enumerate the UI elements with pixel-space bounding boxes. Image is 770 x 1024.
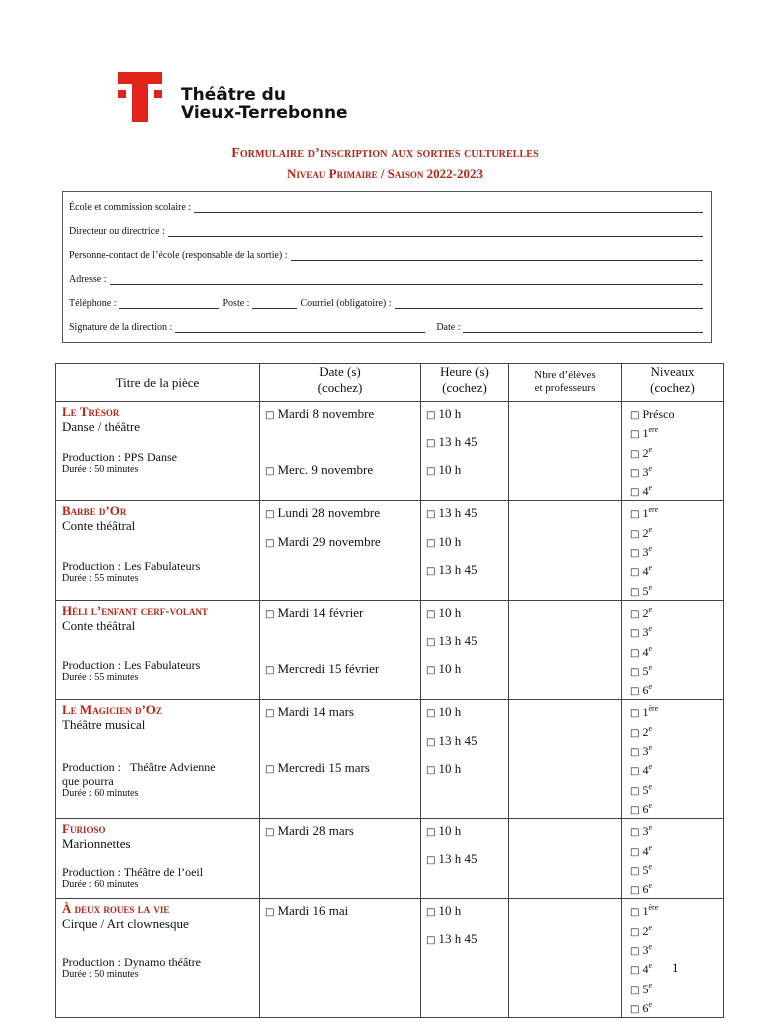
checkbox-icon[interactable]: □ xyxy=(630,429,640,441)
show-genre: Danse / théâtre xyxy=(62,419,140,434)
checkbox-icon[interactable]: □ xyxy=(630,487,640,499)
niveau-option[interactable]: □ 3e xyxy=(630,823,653,839)
niveau-option[interactable]: □ 2e xyxy=(630,604,653,620)
heure-option[interactable]: □ 10 h xyxy=(426,903,462,919)
date-option[interactable]: □ Mercredi 15 mars xyxy=(265,760,370,776)
header-heure: Heure (s) (cochez) xyxy=(421,364,509,402)
header-date: Date (s) (cochez) xyxy=(260,364,421,402)
checkbox-icon[interactable]: □ xyxy=(630,628,640,640)
checkbox-icon[interactable]: □ xyxy=(630,666,640,678)
table-row xyxy=(56,402,724,501)
checkbox-icon[interactable]: □ xyxy=(265,410,275,421)
show-genre: Théâtre musical xyxy=(62,717,146,733)
date-option[interactable]: □ Mardi 16 mai xyxy=(265,903,349,919)
heure-option[interactable]: □ 13 h 45 xyxy=(426,562,478,578)
checkbox-icon[interactable]: □ xyxy=(265,664,275,676)
checkbox-icon[interactable]: □ xyxy=(426,855,436,867)
checkbox-icon[interactable]: □ xyxy=(265,708,275,720)
niveau-option[interactable]: □ 2e xyxy=(630,922,653,938)
school-info-box xyxy=(62,191,712,343)
nbre-cell[interactable] xyxy=(509,899,622,1018)
niveau-option[interactable]: □ 6e xyxy=(630,800,653,816)
heure-option[interactable]: □ 10 h xyxy=(426,462,462,477)
field-adresse[interactable]: Adresse : xyxy=(69,274,703,285)
checkbox-icon[interactable]: □ xyxy=(426,935,436,947)
dates-cell xyxy=(260,402,421,501)
checkbox-icon[interactable]: □ xyxy=(426,566,436,578)
checkbox-icon[interactable]: □ xyxy=(630,608,640,620)
checkbox-icon[interactable]: □ xyxy=(265,466,275,477)
niveau-option[interactable]: □ 5e xyxy=(630,582,653,598)
heure-option[interactable]: □ 13 h 45 xyxy=(426,632,478,648)
niveau-option[interactable]: □ 4e xyxy=(630,643,653,659)
date-option[interactable]: □ Mardi 14 février xyxy=(265,604,364,620)
show-production: Production : PPS Danse xyxy=(62,450,178,464)
checkbox-icon[interactable]: □ xyxy=(630,926,640,938)
checkbox-icon[interactable]: □ xyxy=(265,538,275,550)
checkbox-icon[interactable]: □ xyxy=(630,907,640,919)
field-telephone[interactable]: Téléphone : Poste : Courriel (obligatoire) : xyxy=(69,298,703,309)
checkbox-icon[interactable]: □ xyxy=(426,907,436,919)
show-genre: Marionnettes xyxy=(62,836,131,852)
show-genre: Cirque / Art clownesque xyxy=(62,916,189,932)
date-option[interactable]: □ Mardi 8 novembre xyxy=(265,406,375,421)
heure-option[interactable]: □ 10 h xyxy=(426,823,462,839)
checkbox-icon[interactable]: □ xyxy=(426,438,436,449)
niveau-option[interactable]: □ 1ere xyxy=(630,425,659,441)
niveau-option[interactable]: □ 5e xyxy=(630,781,653,797)
niveaux-cell xyxy=(622,700,724,819)
date-option[interactable]: □ Mercredi 15 février xyxy=(265,660,380,676)
header-nbre: Nbre d’élèves et professeurs xyxy=(509,364,622,402)
nbre-cell[interactable] xyxy=(509,600,622,699)
checkbox-icon[interactable]: □ xyxy=(630,1003,640,1015)
show-title: Furioso xyxy=(62,821,106,837)
show-duration: Durée : 55 minutes xyxy=(62,573,139,585)
checkbox-icon[interactable]: □ xyxy=(630,567,640,579)
checkbox-icon[interactable]: □ xyxy=(265,509,275,521)
heures-cell xyxy=(421,501,509,600)
heure-option[interactable]: □ 10 h xyxy=(426,660,462,676)
show-duration: Durée : 60 minutes xyxy=(62,788,139,800)
heure-option[interactable]: □ 13 h 45 xyxy=(426,733,478,749)
checkbox-icon[interactable]: □ xyxy=(630,984,640,996)
show-production: Production : Les Fabulateurs xyxy=(62,657,201,672)
show-genre: Conte théâtral xyxy=(62,518,136,534)
niveau-option[interactable]: □ 1ere xyxy=(630,505,659,521)
heures-cell xyxy=(421,899,509,1018)
niveau-option[interactable]: □ 2e xyxy=(630,524,653,540)
niveau-option[interactable]: □ 5e xyxy=(630,861,653,877)
table-row xyxy=(56,819,724,899)
show-production: Production : Théâtre de l’oeil xyxy=(62,865,204,880)
checkbox-icon[interactable]: □ xyxy=(426,664,436,676)
niveau-option[interactable]: □ 4e xyxy=(630,563,653,579)
heure-option[interactable]: □ 10 h xyxy=(426,406,462,421)
checkbox-icon[interactable]: □ xyxy=(426,466,436,477)
date-option[interactable]: □ Mardi 28 mars xyxy=(265,823,354,839)
nbre-cell[interactable] xyxy=(509,700,622,819)
niveau-option[interactable]: □ 3e xyxy=(630,942,653,958)
checkbox-icon[interactable]: □ xyxy=(630,548,640,560)
show-cell: Le Magicien d’Oz Théâtre musical Production : Théâtre Advienne que pourra Durée : 60 minutes xyxy=(56,700,260,819)
date-option[interactable]: □ Mardi 29 novembre xyxy=(265,534,381,550)
header-titre: Titre de la pièce xyxy=(56,364,260,402)
logo-wordmark: Théâtre du Vieux-Terrebonne xyxy=(181,85,348,123)
show-cell xyxy=(56,819,260,899)
checkbox-icon[interactable]: □ xyxy=(426,827,436,839)
niveaux-cell xyxy=(622,501,724,600)
heures-cell xyxy=(421,402,509,501)
checkbox-icon[interactable]: □ xyxy=(630,448,640,460)
field-ecole[interactable]: École et commission scolaire : xyxy=(69,202,703,213)
checkbox-icon[interactable]: □ xyxy=(265,764,275,776)
table-row xyxy=(56,899,724,1018)
header-niveaux: Niveaux (cochez) xyxy=(622,364,724,402)
checkbox-icon[interactable]: □ xyxy=(630,686,640,698)
date-option[interactable]: □ Mardi 14 mars xyxy=(265,704,354,720)
dates-cell xyxy=(260,501,421,600)
page-number: 1 xyxy=(672,960,679,975)
checkbox-icon[interactable]: □ xyxy=(426,708,436,720)
heure-option[interactable]: □ 13 h 45 xyxy=(426,434,478,449)
show-genre: Conte théâtral xyxy=(62,617,136,633)
checkbox-icon[interactable]: □ xyxy=(426,608,436,620)
checkbox-icon[interactable]: □ xyxy=(426,636,436,648)
checkbox-icon[interactable]: □ xyxy=(630,846,640,858)
niveau-option[interactable]: □ 1ère xyxy=(630,704,659,720)
show-title: Le Trésor xyxy=(62,404,120,419)
show-cell xyxy=(56,501,260,600)
niveau-option[interactable]: □ 2e xyxy=(630,723,653,739)
checkbox-icon[interactable]: □ xyxy=(265,827,275,839)
show-duration: Durée : 50 minutes xyxy=(62,969,139,981)
table-row xyxy=(56,600,724,699)
dates-cell xyxy=(260,899,421,1018)
show-duration: Durée : 60 minutes xyxy=(62,879,139,891)
form-subtitle: Niveau Primaire / Saison 2022-2023 xyxy=(286,166,483,181)
field-directeur[interactable]: Directeur ou directrice : xyxy=(69,226,703,237)
heures-cell xyxy=(421,700,509,819)
niveau-option[interactable]: □ 2e xyxy=(630,444,653,460)
checkbox-icon[interactable]: □ xyxy=(630,946,640,958)
nbre-cell[interactable] xyxy=(509,819,622,899)
niveau-option[interactable]: □ 6e xyxy=(630,881,653,897)
nbre-cell[interactable] xyxy=(509,501,622,600)
checkbox-icon[interactable]: □ xyxy=(630,747,640,759)
show-duration: Durée : 55 minutes xyxy=(62,671,139,683)
checkbox-icon[interactable]: □ xyxy=(630,509,640,521)
checkbox-icon[interactable]: □ xyxy=(630,865,640,877)
show-production: Production : Dynamo théâtre xyxy=(62,955,201,970)
niveaux-cell xyxy=(622,402,724,501)
heures-cell xyxy=(421,600,509,699)
show-title: Le Magicien d’Oz xyxy=(62,702,162,718)
show-duration: Durée : 50 minutes xyxy=(62,464,139,475)
show-production: Production : Les Fabulateurs xyxy=(62,559,201,574)
show-cell xyxy=(56,402,260,501)
checkbox-icon[interactable]: □ xyxy=(630,528,640,540)
niveau-option[interactable]: □ 3e xyxy=(630,624,653,640)
checkbox-icon[interactable]: □ xyxy=(630,410,640,421)
show-title: Héli l’enfant cerf-volant xyxy=(62,602,208,618)
checkbox-icon[interactable]: □ xyxy=(426,765,436,777)
niveau-option[interactable]: □ 4e xyxy=(630,842,653,858)
checkbox-icon[interactable]: □ xyxy=(630,467,640,479)
niveau-option[interactable]: □ 3e xyxy=(630,743,653,759)
heure-option[interactable]: □ 13 h 45 xyxy=(426,931,478,947)
heure-option[interactable]: □ 10 h xyxy=(426,604,462,620)
checkbox-icon[interactable]: □ xyxy=(426,737,436,749)
show-title: Barbe d’Or xyxy=(62,503,127,519)
table-row xyxy=(56,700,724,819)
checkbox-icon[interactable]: □ xyxy=(630,885,640,897)
dates-cell xyxy=(260,819,421,899)
heure-option[interactable]: □ 13 h 45 xyxy=(426,851,478,867)
checkbox-icon[interactable]: □ xyxy=(630,647,640,659)
checkbox-icon[interactable]: □ xyxy=(265,608,275,620)
checkbox-icon[interactable]: □ xyxy=(630,586,640,598)
nbre-cell[interactable] xyxy=(509,402,622,501)
checkbox-icon[interactable]: □ xyxy=(426,538,436,550)
heure-option[interactable]: □ 13 h 45 xyxy=(426,505,478,521)
niveau-option[interactable]: □ 3e xyxy=(630,544,653,560)
niveau-option[interactable]: □ 1ère xyxy=(630,903,659,919)
table-header-row xyxy=(56,364,724,402)
field-contact[interactable]: Personne-contact de l’école (responsable de la sortie) : xyxy=(69,250,703,261)
niveau-option[interactable]: □ 5e xyxy=(630,980,653,996)
checkbox-icon[interactable]: □ xyxy=(630,827,640,839)
niveaux-cell xyxy=(622,899,724,1018)
date-option[interactable]: □ Merc. 9 novembre xyxy=(265,462,374,477)
niveau-option[interactable]: □ 4e xyxy=(630,483,653,499)
heure-option[interactable]: □ 10 h xyxy=(426,704,462,720)
niveau-option[interactable]: □ Présco xyxy=(630,407,675,421)
show-title: À deux roues la vie xyxy=(62,901,170,917)
checkbox-icon[interactable]: □ xyxy=(426,410,436,421)
niveau-option[interactable]: □ 4e xyxy=(630,762,653,778)
checkbox-icon[interactable]: □ xyxy=(630,708,640,720)
date-option[interactable]: □ Lundi 28 novembre xyxy=(265,505,380,521)
form-title: Formulaire d’inscription aux sorties culturelles xyxy=(231,146,539,161)
table-row xyxy=(56,501,724,600)
heures-cell xyxy=(421,819,509,899)
dates-cell xyxy=(260,600,421,699)
niveau-option[interactable]: □ 5e xyxy=(630,662,653,678)
niveau-option[interactable]: □ 6e xyxy=(630,682,653,698)
field-signature[interactable]: Signature de la direction : Date : xyxy=(69,322,703,333)
checkbox-icon[interactable]: □ xyxy=(630,727,640,739)
show-cell xyxy=(56,600,260,699)
dates-cell xyxy=(260,700,421,819)
niveau-option[interactable]: □ 4e xyxy=(630,961,653,977)
checkbox-icon[interactable]: □ xyxy=(630,804,640,816)
checkbox-icon[interactable]: □ xyxy=(630,766,640,778)
niveaux-cell xyxy=(622,600,724,699)
checkbox-icon[interactable]: □ xyxy=(630,965,640,977)
checkbox-icon[interactable]: □ xyxy=(630,785,640,797)
niveau-option[interactable]: □ 6e xyxy=(630,999,653,1015)
heure-option[interactable]: □ 10 h xyxy=(426,761,462,777)
show-cell xyxy=(56,899,260,1018)
checkbox-icon[interactable]: □ xyxy=(265,907,275,919)
niveaux-cell xyxy=(622,819,724,899)
niveau-option[interactable]: □ 3e xyxy=(630,463,653,479)
heure-option[interactable]: □ 10 h xyxy=(426,534,462,550)
program-table xyxy=(55,363,724,1018)
checkbox-icon[interactable]: □ xyxy=(426,509,436,521)
